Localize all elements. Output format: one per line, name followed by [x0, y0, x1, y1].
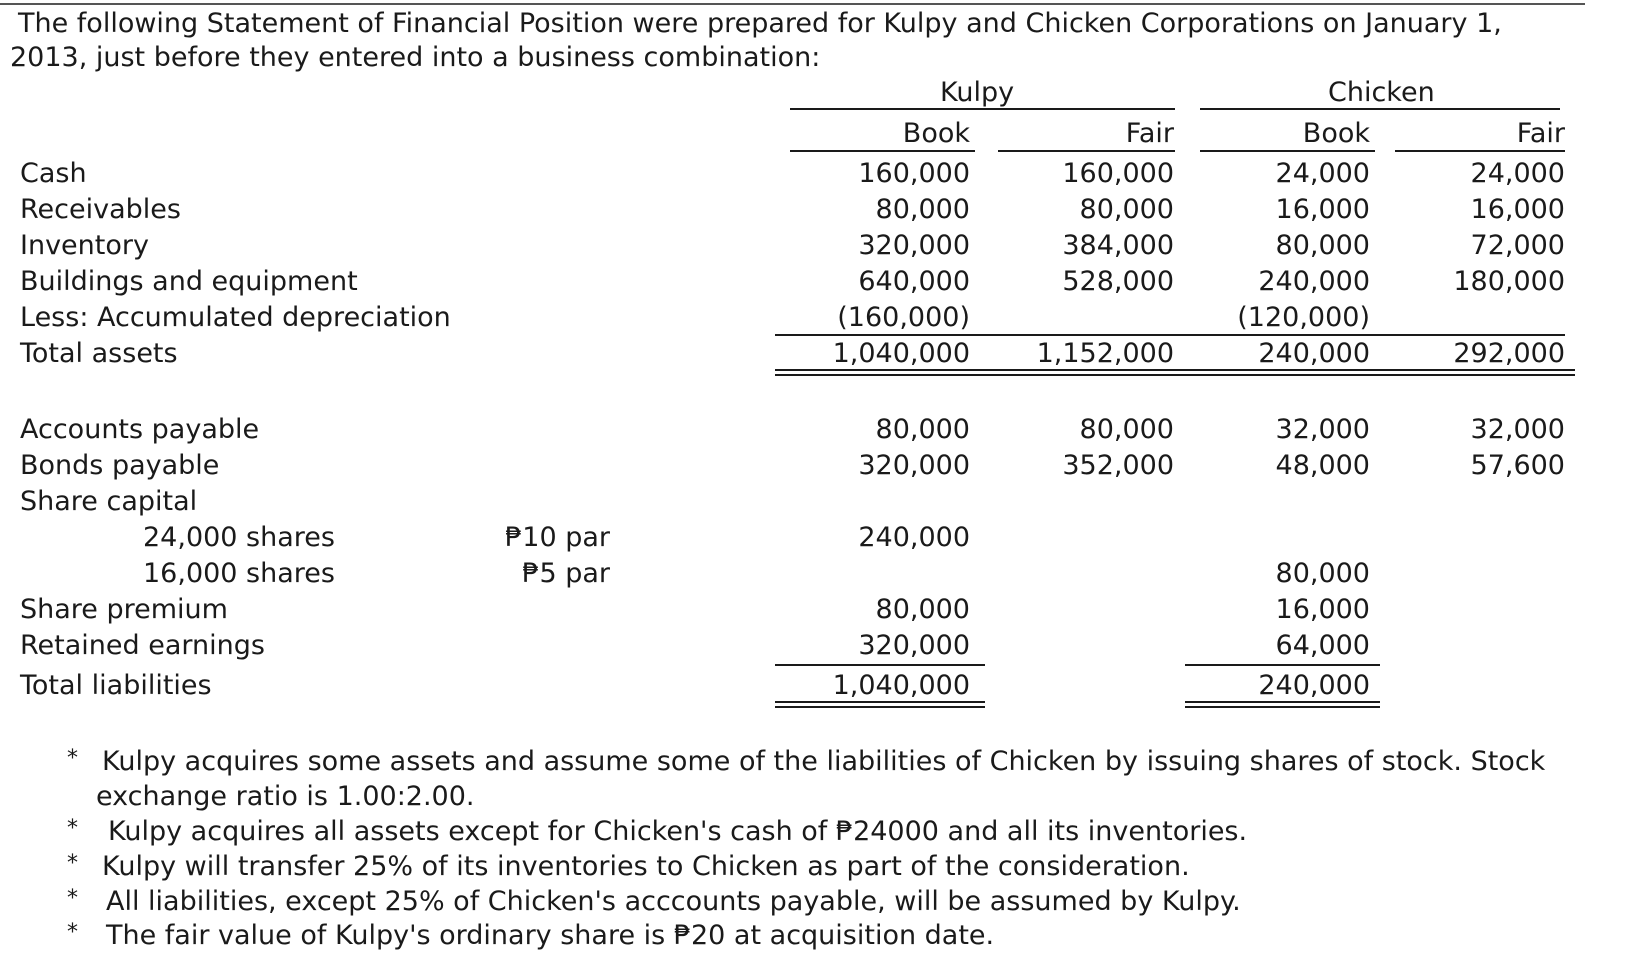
subtotal-rule-kulpy-liab	[775, 664, 985, 666]
par-label: ₱10 par	[505, 522, 610, 553]
kulpy-book-value: 1,040,000	[832, 338, 970, 369]
row-label: Accounts payable	[20, 414, 260, 445]
chicken-book-value: 240,000	[1258, 266, 1370, 297]
kulpy-book-value: 80,000	[875, 594, 970, 625]
row-label: Total assets	[20, 338, 178, 369]
chicken-fair-value: 292,000	[1453, 338, 1565, 369]
note-bullet: *	[67, 920, 78, 945]
chicken-fair-value: 72,000	[1470, 230, 1565, 261]
shares-label: 16,000 shares	[143, 558, 335, 589]
row-label: Inventory	[20, 230, 149, 261]
row-label: Buildings and equipment	[20, 266, 358, 297]
kulpy-book-value: (160,000)	[837, 302, 970, 333]
total-liab-double-rule-chicken-1	[1185, 701, 1380, 703]
chicken-book-value: 16,000	[1275, 594, 1370, 625]
row-label: Share premium	[20, 594, 228, 625]
chicken-book-value: 48,000	[1275, 450, 1370, 481]
chicken-fair-value: 57,600	[1470, 450, 1565, 481]
note-text-line-2: exchange ratio is 1.00:2.00.	[96, 781, 475, 812]
shares-label: 24,000 shares	[143, 522, 335, 553]
row-label: Less: Accumulated depreciation	[20, 302, 451, 333]
kulpy-header-rule	[790, 108, 1175, 110]
note-text: The fair value of Kulpy's ordinary share is ₱20 at acquisition date.	[106, 920, 995, 951]
total-assets-double-rule-1	[775, 369, 1575, 371]
note-text: Kulpy will transfer 25% of its inventories to Chicken as part of the consideration.	[102, 851, 1190, 882]
intro-line-1: The following Statement of Financial Position were prepared for Kulpy and Chicken Corporations on January 1,	[18, 8, 1502, 39]
chicken-fair-header-rule	[1395, 150, 1565, 152]
kulpy-fair-value: 352,000	[1062, 450, 1174, 481]
kulpy-book-value: 240,000	[858, 522, 970, 553]
kulpy-book-value: 320,000	[858, 630, 970, 661]
chicken-book-value: 80,000	[1275, 230, 1370, 261]
kulpy-book-value: 1,040,000	[832, 670, 970, 701]
chicken-book-value: 240,000	[1258, 670, 1370, 701]
chicken-header-rule	[1200, 108, 1560, 110]
row-label: Bonds payable	[20, 450, 220, 481]
subtotal-rule-chicken-liab	[1185, 664, 1380, 666]
chicken-fair-value: 32,000	[1470, 414, 1565, 445]
chicken-fair-value: 16,000	[1470, 194, 1565, 225]
kulpy-fair-value: 528,000	[1062, 266, 1174, 297]
kulpy-book-header-rule	[790, 150, 975, 152]
chicken-fair-value: 24,000	[1470, 158, 1565, 189]
total-assets-double-rule-2	[775, 374, 1575, 376]
par-label: ₱5 par	[522, 558, 610, 589]
note-bullet: *	[67, 851, 78, 876]
kulpy-fair-header-rule	[998, 150, 1175, 152]
chicken-book-header-rule	[1200, 150, 1375, 152]
chicken-fair-value: 180,000	[1453, 266, 1565, 297]
header-kulpy: Kulpy	[940, 77, 1015, 108]
subtotal-rule-assets	[775, 334, 1565, 336]
total-liab-double-rule-chicken-2	[1185, 706, 1380, 708]
kulpy-book-value: 640,000	[858, 266, 970, 297]
chicken-book-value: 16,000	[1275, 194, 1370, 225]
chicken-book-value: 64,000	[1275, 630, 1370, 661]
chicken-book-value: 240,000	[1258, 338, 1370, 369]
kulpy-fair-value: 80,000	[1079, 194, 1174, 225]
total-liab-double-rule-kulpy-2	[775, 706, 985, 708]
chicken-book-value: (120,000)	[1237, 302, 1370, 333]
note-text-line-1: Kulpy acquires some assets and assume some of the liabilities of Chicken by issuing shares of stock. Stock	[102, 746, 1546, 777]
chicken-book-header: Book	[1302, 118, 1370, 149]
row-label: Retained earnings	[20, 630, 265, 661]
kulpy-fair-value: 384,000	[1062, 230, 1174, 261]
kulpy-fair-value: 80,000	[1079, 414, 1174, 445]
intro-line-2: 2013, just before they entered into a business combination:	[10, 42, 821, 73]
row-label: Total liabilities	[20, 670, 212, 701]
note-bullet: *	[67, 816, 78, 841]
row-label: Cash	[20, 158, 87, 189]
kulpy-fair-value: 160,000	[1062, 158, 1174, 189]
kulpy-fair-header: Fair	[1125, 118, 1174, 149]
top-border	[0, 3, 1585, 5]
row-label: Receivables	[20, 194, 181, 225]
share-capital-label: Share capital	[20, 486, 198, 517]
kulpy-book-value: 80,000	[875, 194, 970, 225]
chicken-book-value: 24,000	[1275, 158, 1370, 189]
kulpy-book-value: 320,000	[858, 450, 970, 481]
chicken-book-value: 80,000	[1275, 558, 1370, 589]
note-bullet: *	[67, 746, 78, 771]
kulpy-book-value: 80,000	[875, 414, 970, 445]
chicken-fair-header: Fair	[1516, 118, 1565, 149]
note-bullet: *	[67, 886, 78, 911]
chicken-book-value: 32,000	[1275, 414, 1370, 445]
kulpy-fair-value: 1,152,000	[1036, 338, 1174, 369]
header-chicken: Chicken	[1328, 77, 1435, 108]
total-liab-double-rule-kulpy-1	[775, 701, 985, 703]
kulpy-book-value: 160,000	[858, 158, 970, 189]
kulpy-book-header: Book	[902, 118, 970, 149]
note-text: All liabilities, except 25% of Chicken's acccounts payable, will be assumed by Kulpy.	[106, 886, 1241, 917]
kulpy-book-value: 320,000	[858, 230, 970, 261]
note-text: Kulpy acquires all assets except for Chicken's cash of ₱24000 and all its inventories.	[108, 816, 1248, 847]
